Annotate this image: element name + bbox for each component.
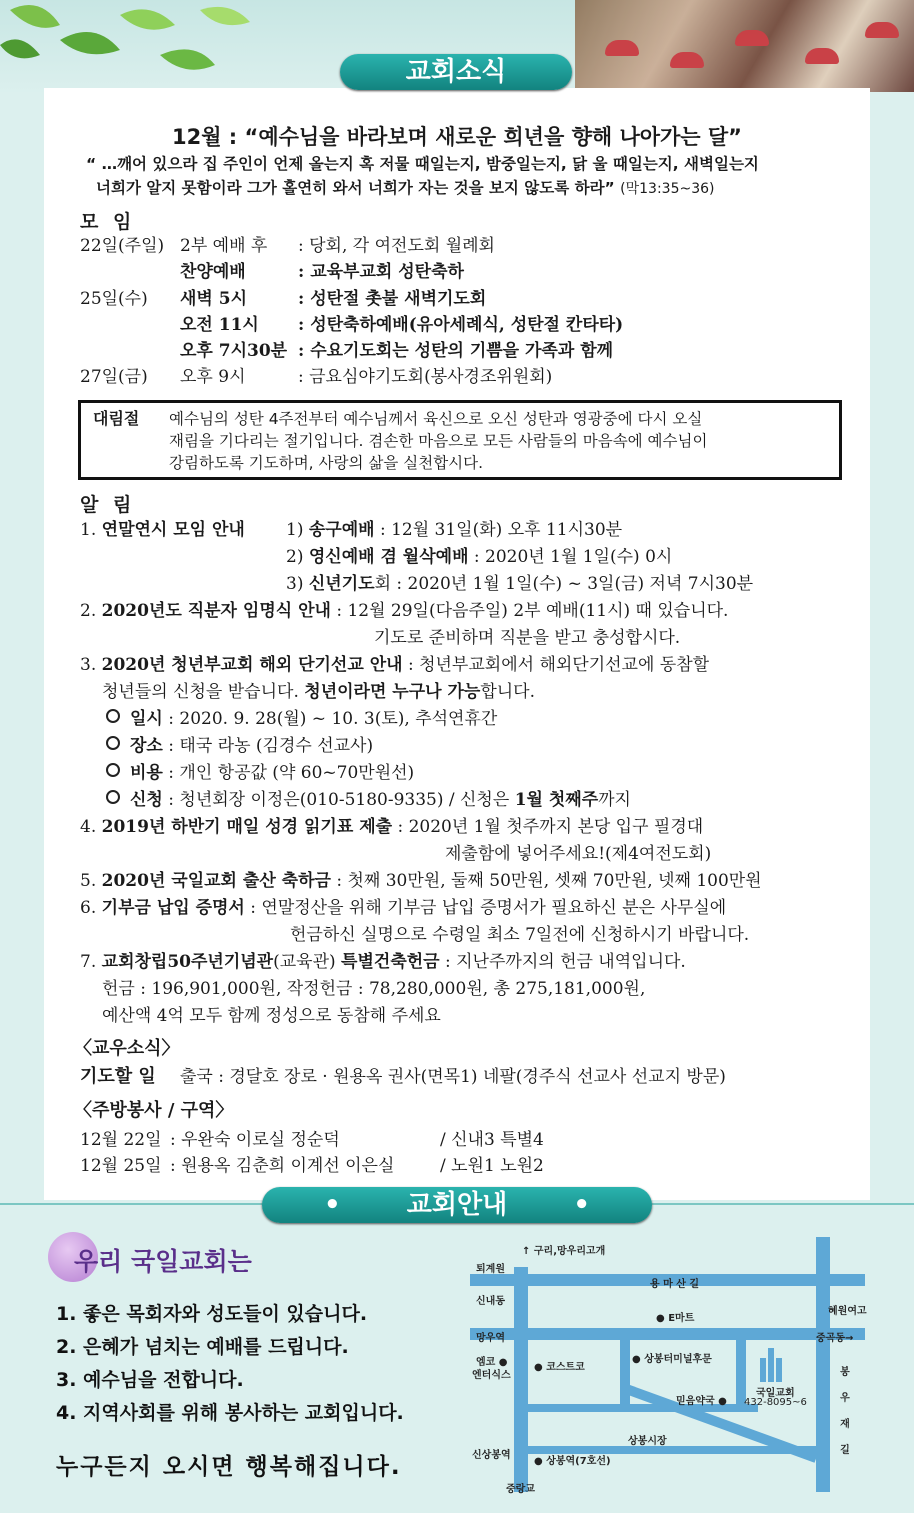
- map-label: 용 마 산 길: [650, 1279, 700, 1290]
- road: [620, 1328, 630, 1408]
- map-label: 신내동: [476, 1296, 505, 1307]
- kitchen-names: : 원용옥 김춘희 이계선 이은실: [170, 1156, 395, 1176]
- church-guide-banner: • 교회안내 •: [262, 1187, 652, 1223]
- map-label: 믿음약국 ●: [676, 1396, 727, 1407]
- meeting-desc: : 수요기도회는 성탄의 기쁨을 가족과 함께: [298, 341, 614, 361]
- kitchen-area: / 노원1 노원2: [440, 1156, 544, 1176]
- mission-item: 비용 : 개인 항공값 (약 60~70만원선): [106, 762, 414, 784]
- intro-title: 우리 국일교회는: [74, 1247, 252, 1276]
- meeting-time: 2부 예배 후: [180, 236, 268, 256]
- meeting-time: 새벽 5시: [180, 289, 248, 309]
- meeting-desc: : 당회, 각 여전도회 월례회: [298, 236, 495, 256]
- members-title: 〈교우소식〉: [74, 1038, 180, 1059]
- kitchen-date: 12월 22일: [80, 1130, 162, 1150]
- advent-label: 대림절: [93, 409, 140, 428]
- kitchen-names: : 우완숙 이로실 정순덕: [170, 1130, 340, 1150]
- verse-line-2: 너희가 알지 못함이라 그가 홀연히 와서 너희가 자는 것을 보지 않도록 하라” (막13:35~36): [96, 179, 715, 197]
- map-label: 봉 우 재 길: [840, 1367, 850, 1456]
- notice-line: 2. 2020년도 직분자 임명식 안내 : 12월 29일(다음주일) 2부 예배(11시) 때 있습니다.: [80, 601, 729, 621]
- map-label: ● 상봉터미널후문: [632, 1354, 712, 1365]
- mission-item: 신청 : 청년회장 이정은(010-5180-9335) / 신청은 1월 첫째주까지: [106, 789, 631, 811]
- notice-line: 1) 송구예배 : 12월 31일(화) 오후 11시30분: [286, 520, 623, 540]
- map-label: 신상봉역: [472, 1450, 511, 1461]
- church-map-label: 국일교회: [756, 1388, 795, 1399]
- map-label: 상봉시장: [628, 1436, 667, 1447]
- meeting-desc: : 성탄절 촛불 새벽기도회: [298, 289, 487, 309]
- advent-box: [78, 400, 842, 480]
- dot-icon: •: [573, 1190, 590, 1220]
- intro-item: 1. 좋은 목회자와 성도들이 있습니다.: [56, 1303, 368, 1325]
- notice-line: 3. 2020년 청년부교회 해외 단기선교 안내 : 청년부교회에서 해외단기선교에 동참할: [80, 655, 710, 675]
- dot-icon: •: [324, 1190, 341, 1220]
- meeting-time: 오전 11시: [180, 315, 259, 335]
- intro-title-badge: [48, 1232, 288, 1282]
- map-label: ● 코스트코: [534, 1362, 585, 1373]
- mission-item: 장소 : 태국 라농 (김경수 선교사): [106, 735, 373, 757]
- advent-line-3: 강림하도록 기도하며, 사랑의 삶을 실천합시다.: [169, 454, 484, 472]
- notice-line: 4. 2019년 하반기 매일 성경 읽기표 제출 : 2020년 1월 첫주까지 본당 입구 필경대: [80, 817, 704, 837]
- kitchen-title: 〈주방봉사 / 구역〉: [74, 1100, 234, 1121]
- meeting-desc: : 성탄축하예배(유아세례식, 성탄절 칸타타): [298, 315, 624, 335]
- notice-line: 헌금 : 196,901,000원, 작정헌금 : 78,280,000원, 총 275,181,000원,: [102, 979, 646, 999]
- notice-line: 5. 2020년 국일교회 출산 축하금 : 첫째 30만원, 둘째 50만원, 셋째 70만원, 넷째 100만원: [80, 871, 762, 891]
- meetings-title: 모 임: [80, 211, 136, 233]
- intro-item: 4. 지역사회를 위해 봉사하는 교회입니다.: [56, 1402, 404, 1424]
- notice-line: 6. 기부금 납입 증명서 : 연말정산을 위해 기부금 납입 증명서가 필요하신 분은 사무실에: [80, 898, 727, 918]
- road: [470, 1328, 865, 1340]
- notice-line: 제출함에 넣어주세요!(제4여전도회): [445, 844, 712, 864]
- advent-line-2: 재림을 기다리는 절기입니다. 겸손한 마음으로 모든 사람들의 마음속에 예수님이: [169, 432, 708, 450]
- road: [514, 1267, 528, 1492]
- meeting-desc: : 교육부교회 성탄축하: [298, 262, 464, 282]
- notices-title: 알 림: [80, 494, 136, 516]
- notice-line: 기도로 준비하며 직분을 받고 충성합시다.: [374, 628, 681, 648]
- verse-line-1: “ …깨어 있으라 집 주인이 언제 올는지 혹 저물 때일는지, 밤중일는지, 닭 울 때일는지, 새벽일는지: [86, 155, 759, 173]
- map-label: 엔터식스: [472, 1370, 511, 1381]
- notice-line: 청년들의 신청을 받습니다. 청년이라면 누구나 가능합니다.: [102, 682, 535, 702]
- meeting-time: 오후 7시30분: [180, 341, 288, 361]
- monthly-theme: 12월 : “예수님을 바라보며 새로운 희년을 향해 나아가는 달”: [171, 125, 742, 149]
- members-label: 기도할 일: [80, 1066, 156, 1087]
- church-phone: 432-8095~6: [744, 1397, 807, 1408]
- meeting-date: 27일(금): [80, 367, 148, 387]
- meeting-date: 22일(주일): [80, 236, 165, 256]
- map-label: 엠코 ●: [476, 1357, 508, 1368]
- map-label: ↑ 구리,망우리고개: [522, 1246, 606, 1257]
- leaf-decoration-icon: [0, 0, 260, 90]
- map-label: 중곡동→: [816, 1333, 854, 1344]
- map-label: 혜원여고: [828, 1306, 867, 1317]
- notice-line: 1. 연말연시 모임 안내: [80, 520, 245, 540]
- meeting-date: 25일(수): [80, 289, 148, 309]
- map-label: 중랑교: [506, 1484, 535, 1495]
- choir-photo: [575, 0, 914, 92]
- church-news-banner: 교회소식: [340, 54, 572, 90]
- notice-line: 헌금하신 실명으로 수령일 최소 7일전에 신청하시기 바랍니다.: [290, 925, 750, 945]
- meeting-desc: : 금요심야기도회(봉사경조위원회): [298, 367, 553, 387]
- members-text: 출국 : 경달호 장로 · 원용옥 권사(면목1) 네팔(경주식 선교사 선교지 방문): [180, 1067, 726, 1087]
- map-label: 망우역: [476, 1333, 505, 1344]
- intro-item: 3. 예수님을 전합니다.: [56, 1369, 244, 1391]
- map-label: ● E마트: [656, 1313, 695, 1324]
- notice-line: 7. 교회창립50주년기념관(교육관) 특별건축헌금 : 지난주까지의 헌금 내역입니다.: [80, 952, 686, 972]
- kitchen-date: 12월 25일: [80, 1156, 162, 1176]
- kitchen-area: / 신내3 특별4: [440, 1130, 544, 1150]
- map-label: ● 상봉역(7호선): [534, 1456, 611, 1467]
- meeting-time: 찬양예배: [180, 262, 246, 282]
- location-map: [470, 1232, 890, 1502]
- meeting-time: 오후 9시: [180, 367, 246, 387]
- mission-item: 일시 : 2020. 9. 28(월) ~ 10. 3(토), 추석연휴간: [106, 708, 497, 730]
- notice-line: 2) 영신예배 겸 월삭예배 : 2020년 1월 1일(수) 0시: [286, 547, 673, 567]
- intro-item: 2. 은혜가 넘치는 예배를 드립니다.: [56, 1336, 349, 1358]
- map-label: 퇴계원: [476, 1264, 505, 1275]
- church-building-icon: [756, 1344, 786, 1384]
- notice-line: 3) 신년기도회 : 2020년 1월 1일(수) ~ 3일(금) 저녁 7시30분: [286, 574, 754, 594]
- intro-closing: 누구든지 오시면 행복해집니다.: [56, 1454, 402, 1480]
- advent-line-1: 예수님의 성탄 4주전부터 예수님께서 육신으로 오신 성탄과 영광중에 다시 오실: [169, 410, 703, 428]
- notice-line: 예산액 4억 모두 함께 정성으로 동참해 주세요: [102, 1006, 441, 1026]
